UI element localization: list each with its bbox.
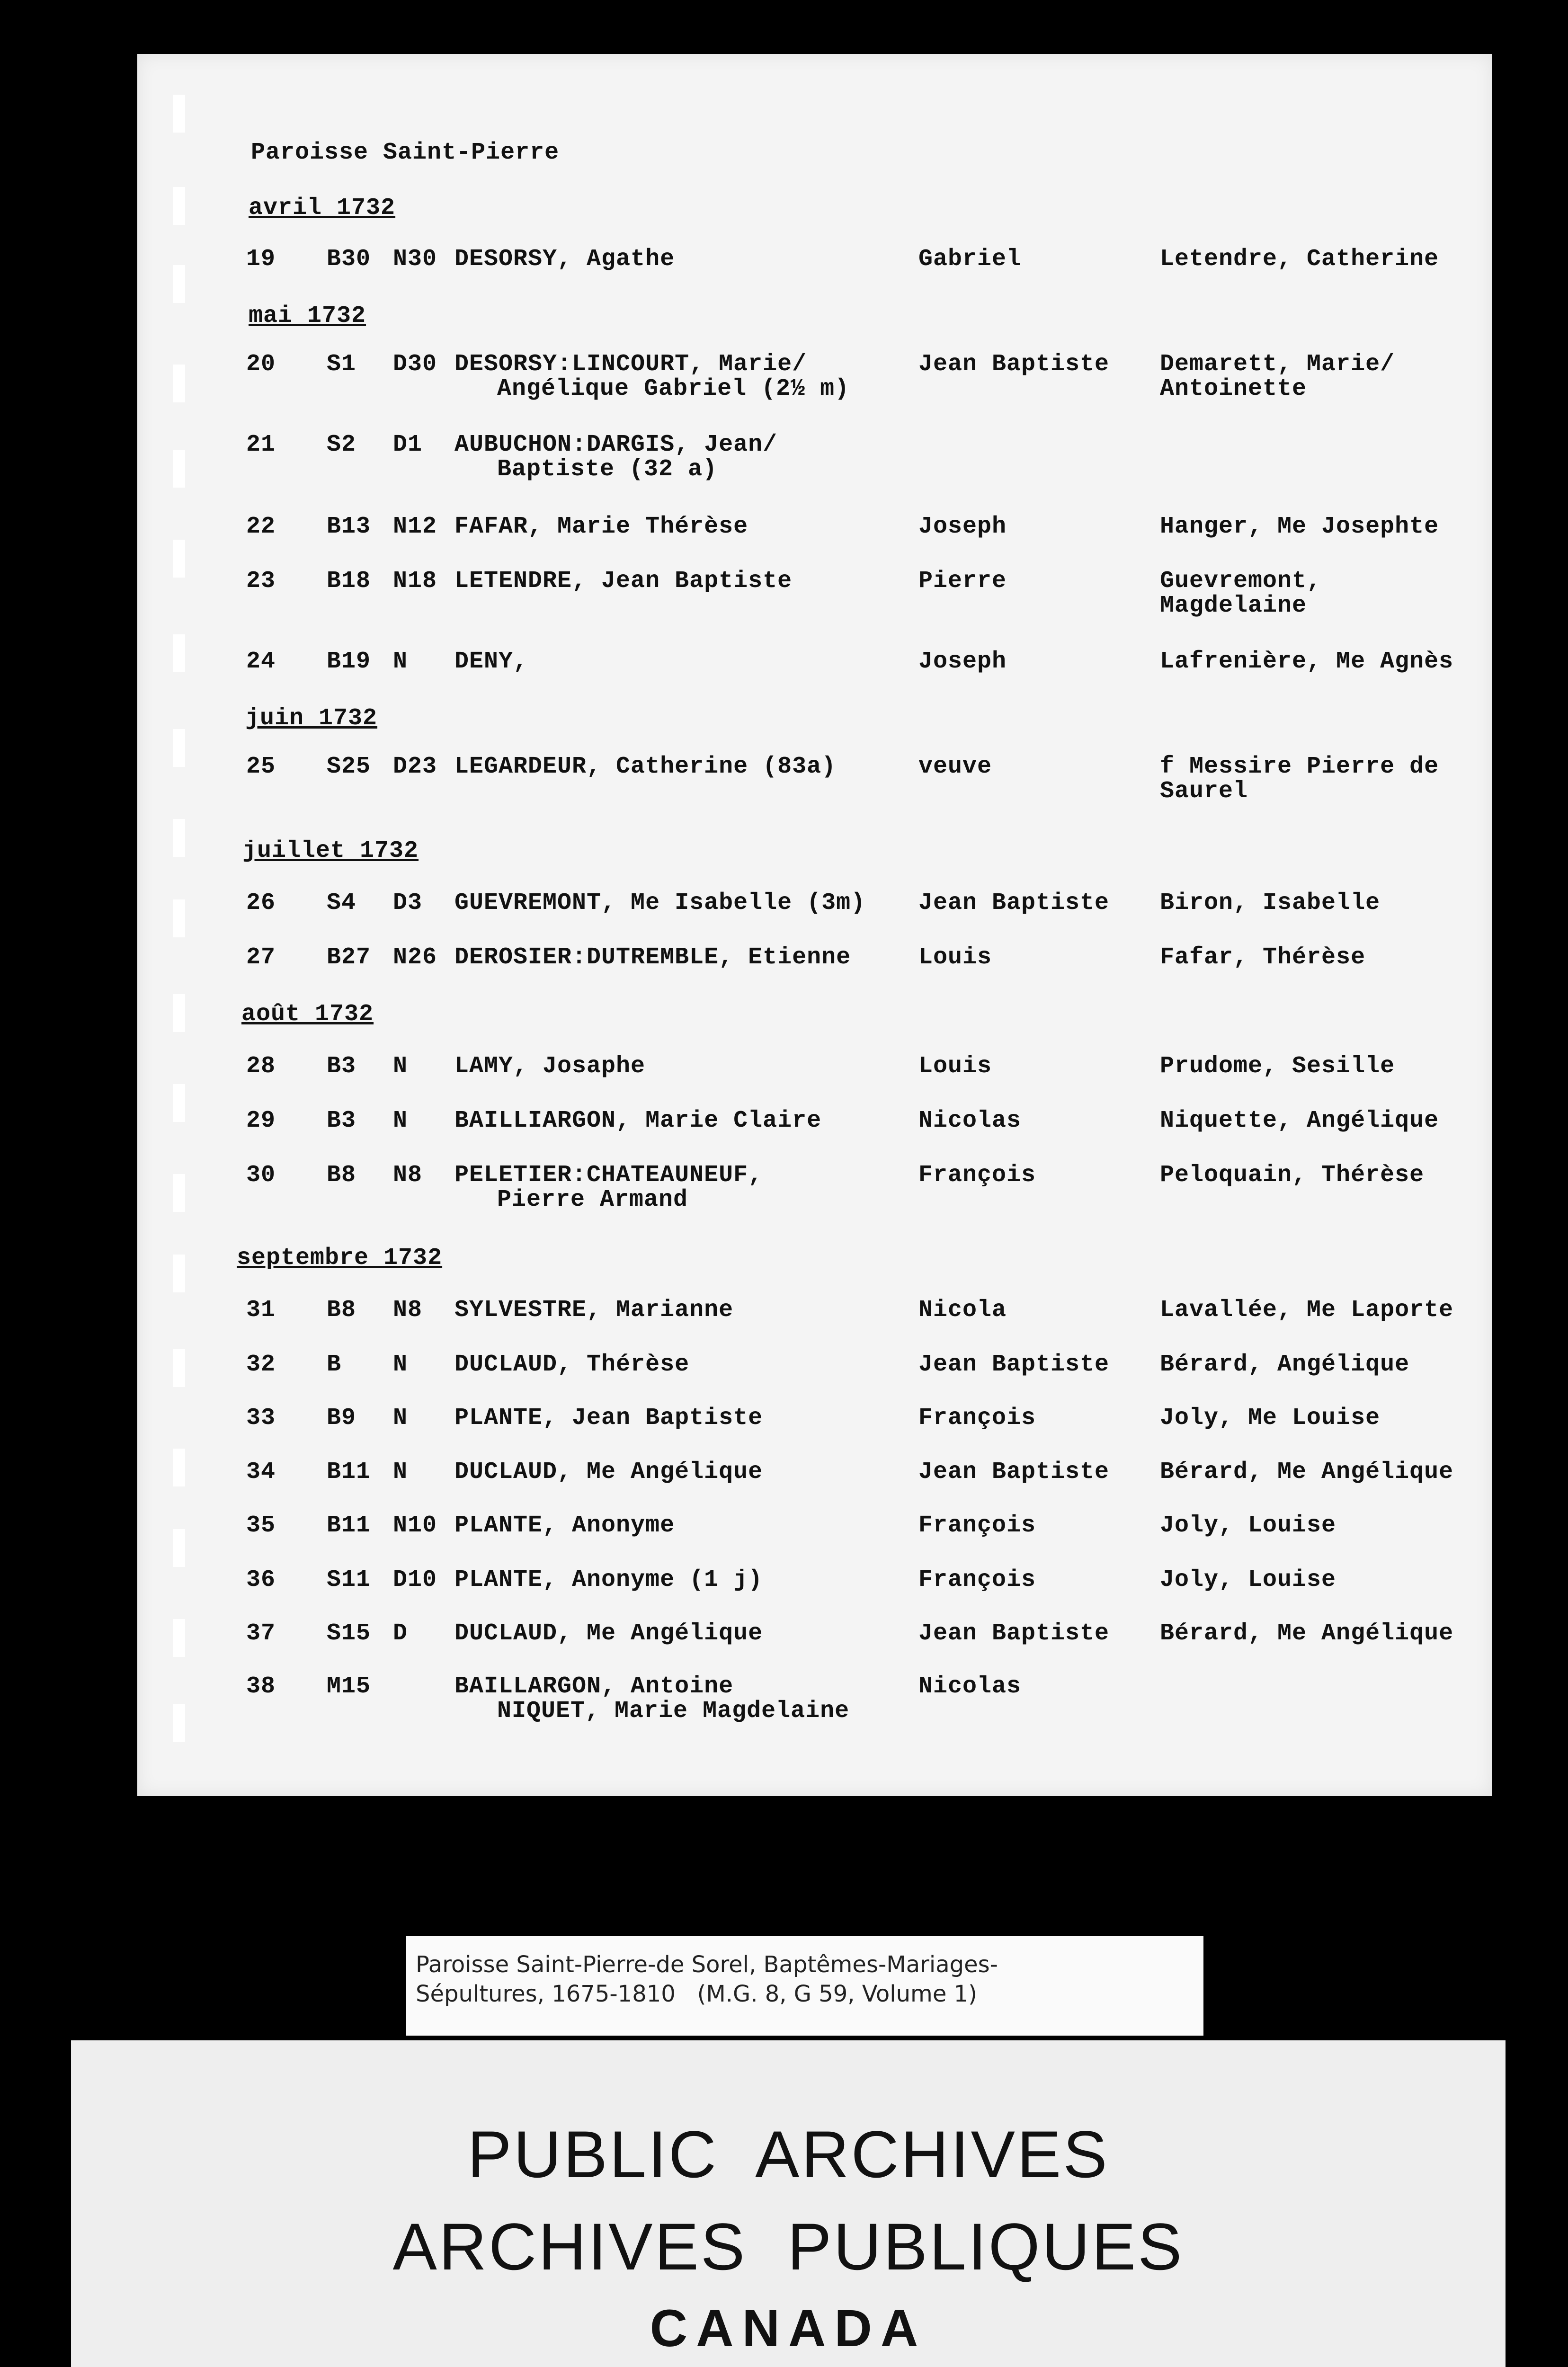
punch-mark [173, 634, 185, 672]
archives-line-english: PUBLIC ARCHIVES [467, 2117, 1109, 2191]
source-label-line: Sépultures, 1675-1810 (M.G. 8, G 59, Volume 1) [416, 1981, 977, 2007]
entry-act-code: B3 [327, 1107, 356, 1134]
entry-name: AUBUCHON:DARGIS, Jean/ [454, 431, 778, 458]
entry-act-code: B11 [327, 1512, 371, 1539]
entry-mother: Fafar, Thérèse [1160, 944, 1366, 971]
punch-mark [173, 1619, 185, 1657]
entry-act-code: S25 [327, 753, 371, 780]
punch-mark [173, 1084, 185, 1122]
entry-father: Louis [918, 944, 992, 971]
entry-act-code: B9 [327, 1405, 356, 1432]
entry-mother: Demarett, Marie/ [1160, 351, 1395, 378]
entry-mother: Bérard, Me Angélique [1160, 1620, 1454, 1647]
entry-act-code: B30 [327, 246, 371, 273]
entry-event-code: N [393, 1107, 408, 1134]
entry-mother: Joly, Me Louise [1160, 1405, 1381, 1432]
punch-mark [173, 187, 185, 225]
archives-line-french: ARCHIVES PUBLIQUES [392, 2209, 1184, 2284]
entry-father: François [918, 1405, 1036, 1432]
entry-number: 21 [246, 431, 276, 458]
entry-act-code: M15 [327, 1673, 371, 1700]
entry-name: DESORSY:LINCOURT, Marie/ [454, 351, 807, 378]
entry-number: 38 [246, 1673, 276, 1700]
entry-act-code: B27 [327, 944, 371, 971]
entry-name: NIQUET, Marie Magdelaine [497, 1698, 850, 1725]
entry-father: Jean Baptiste [918, 351, 1110, 378]
entry-name: FAFAR, Marie Thérèse [454, 513, 748, 540]
entry-act-code: B8 [327, 1297, 356, 1324]
punch-mark [173, 1255, 185, 1292]
entry-name: BAILLIARGON, Marie Claire [454, 1107, 822, 1134]
entry-name: Pierre Armand [497, 1186, 688, 1213]
month-heading-juillet: juillet 1732 [242, 837, 419, 864]
entry-name: DUCLAUD, Me Angélique [454, 1459, 763, 1486]
entry-number: 22 [246, 513, 276, 540]
entry-father: Nicola [918, 1297, 1007, 1324]
punch-mark [173, 1349, 185, 1387]
entry-number: 27 [246, 944, 276, 971]
entry-father: Joseph [918, 513, 1007, 540]
entry-father: François [918, 1566, 1036, 1593]
entry-event-code: N30 [393, 246, 437, 273]
entry-mother: f Messire Pierre de [1160, 753, 1439, 780]
entry-father: Jean Baptiste [918, 1459, 1110, 1486]
entry-mother: Biron, Isabelle [1160, 890, 1381, 917]
entry-number: 37 [246, 1620, 276, 1647]
entry-name: SYLVESTRE, Marianne [454, 1297, 734, 1324]
entry-father: Gabriel [918, 246, 1022, 273]
entry-mother: Hanger, Me Josephte [1160, 513, 1439, 540]
entry-event-code: N [393, 648, 408, 675]
entry-name: PLANTE, Anonyme (1 j) [454, 1566, 763, 1593]
entry-name: DUCLAUD, Thérèse [454, 1351, 690, 1378]
entry-mother: Guevremont, [1160, 568, 1322, 595]
entry-father: Nicolas [918, 1107, 1022, 1134]
month-heading-mai: mai 1732 [249, 303, 366, 329]
entry-name: BAILLARGON, Antoine [454, 1673, 734, 1700]
punch-mark [173, 1174, 185, 1212]
entry-father: Jean Baptiste [918, 1351, 1110, 1378]
entry-number: 31 [246, 1297, 276, 1324]
entry-mother: Lafrenière, Me Agnès [1160, 648, 1454, 675]
entry-number: 24 [246, 648, 276, 675]
entry-number: 33 [246, 1405, 276, 1432]
entry-father: François [918, 1162, 1036, 1189]
entry-event-code: N8 [393, 1297, 423, 1324]
archives-banner [71, 2040, 1506, 2367]
entry-number: 25 [246, 753, 276, 780]
punch-mark [173, 1704, 185, 1742]
month-heading-aout: août 1732 [241, 1001, 374, 1028]
entry-act-code: B3 [327, 1053, 356, 1080]
entry-act-code: B19 [327, 648, 371, 675]
entry-event-code: D10 [393, 1566, 437, 1593]
entry-father: Nicolas [918, 1673, 1022, 1700]
entry-name: PLANTE, Anonyme [454, 1512, 675, 1539]
entry-event-code: D30 [393, 351, 437, 378]
entry-act-code: B18 [327, 568, 371, 595]
punch-mark [173, 1529, 185, 1567]
punch-mark [173, 994, 185, 1032]
entry-number: 20 [246, 351, 276, 378]
entry-mother: Peloquain, Thérèse [1160, 1162, 1425, 1189]
entry-number: 30 [246, 1162, 276, 1189]
entry-act-code: S1 [327, 351, 356, 378]
entry-number: 23 [246, 568, 276, 595]
entry-act-code: B11 [327, 1459, 371, 1486]
punch-mark [173, 265, 185, 303]
entry-name: LAMY, Josaphe [454, 1053, 646, 1080]
month-heading-avril: avril 1732 [249, 195, 396, 222]
archives-line-country: CANADA [650, 2299, 927, 2358]
entry-event-code: D [393, 1620, 408, 1647]
entry-father: Jean Baptiste [918, 890, 1110, 917]
entry-name: DESORSY, Agathe [454, 246, 675, 273]
entry-act-code: S15 [327, 1620, 371, 1647]
entry-father: Pierre [918, 568, 1007, 595]
entry-mother: Bérard, Angélique [1160, 1351, 1410, 1378]
entry-act-code: B [327, 1351, 342, 1378]
entry-number: 28 [246, 1053, 276, 1080]
entry-name: Baptiste (32 a) [497, 456, 718, 483]
month-heading-juin: juin 1732 [245, 705, 378, 732]
entry-name: DEROSIER:DUTREMBLE, Etienne [454, 944, 851, 971]
entry-act-code: S11 [327, 1566, 371, 1593]
entry-name: LETENDRE, Jean Baptiste [454, 568, 793, 595]
punch-mark [173, 729, 185, 767]
entry-name: PLANTE, Jean Baptiste [454, 1405, 763, 1432]
entry-father: Louis [918, 1053, 992, 1080]
entry-event-code: D23 [393, 753, 437, 780]
entry-number: 34 [246, 1459, 276, 1486]
entry-father: veuve [918, 753, 992, 780]
punch-mark [173, 540, 185, 578]
punch-mark [173, 1449, 185, 1486]
entry-number: 36 [246, 1566, 276, 1593]
source-label [406, 1936, 1203, 2036]
entry-event-code: N10 [393, 1512, 437, 1539]
entry-mother: Saurel [1160, 778, 1248, 805]
entry-event-code: D3 [393, 890, 423, 917]
punch-mark [173, 450, 185, 488]
entry-father: François [918, 1512, 1036, 1539]
entry-mother: Lavallée, Me Laporte [1160, 1297, 1454, 1324]
entry-mother: Prudome, Sesille [1160, 1053, 1395, 1080]
punch-mark [173, 819, 185, 857]
source-label-line: Paroisse Saint-Pierre-de Sorel, Baptêmes-Mariages- [416, 1951, 998, 1978]
entry-name: LEGARDEUR, Catherine (83a) [454, 753, 837, 780]
entry-act-code: S4 [327, 890, 356, 917]
entry-name: Angélique Gabriel (2½ m) [497, 375, 850, 402]
entry-event-code: N18 [393, 568, 437, 595]
punch-mark [173, 95, 185, 133]
entry-event-code: N8 [393, 1162, 423, 1189]
entry-number: 32 [246, 1351, 276, 1378]
entry-event-code: N [393, 1405, 408, 1432]
parish-heading: Paroisse Saint-Pierre [251, 139, 560, 166]
entry-father: Joseph [918, 648, 1007, 675]
entry-mother: Letendre, Catherine [1160, 246, 1439, 273]
entry-number: 19 [246, 246, 276, 273]
entry-name: GUEVREMONT, Me Isabelle (3m) [454, 890, 866, 917]
entry-number: 29 [246, 1107, 276, 1134]
entry-event-code: N [393, 1053, 408, 1080]
entry-name: PELETIER:CHATEAUNEUF, [454, 1162, 763, 1189]
entry-act-code: S2 [327, 431, 356, 458]
entry-event-code: N26 [393, 944, 437, 971]
entry-mother: Bérard, Me Angélique [1160, 1459, 1454, 1486]
entry-number: 35 [246, 1512, 276, 1539]
entry-number: 26 [246, 890, 276, 917]
entry-mother: Niquette, Angélique [1160, 1107, 1439, 1134]
entry-act-code: B13 [327, 513, 371, 540]
entry-event-code: D1 [393, 431, 423, 458]
entry-act-code: B8 [327, 1162, 356, 1189]
entry-name: DUCLAUD, Me Angélique [454, 1620, 763, 1647]
entry-father: Jean Baptiste [918, 1620, 1110, 1647]
entry-mother: Joly, Louise [1160, 1566, 1336, 1593]
entry-event-code: N12 [393, 513, 437, 540]
entry-event-code: N [393, 1459, 408, 1486]
month-heading-septembre: septembre 1732 [237, 1245, 443, 1272]
entry-name: DENY, [454, 648, 528, 675]
entry-mother: Antoinette [1160, 375, 1307, 402]
entry-mother: Magdelaine [1160, 592, 1307, 619]
entry-mother: Joly, Louise [1160, 1512, 1336, 1539]
punch-mark [173, 899, 185, 937]
punch-mark [173, 365, 185, 402]
entry-event-code: N [393, 1351, 408, 1378]
